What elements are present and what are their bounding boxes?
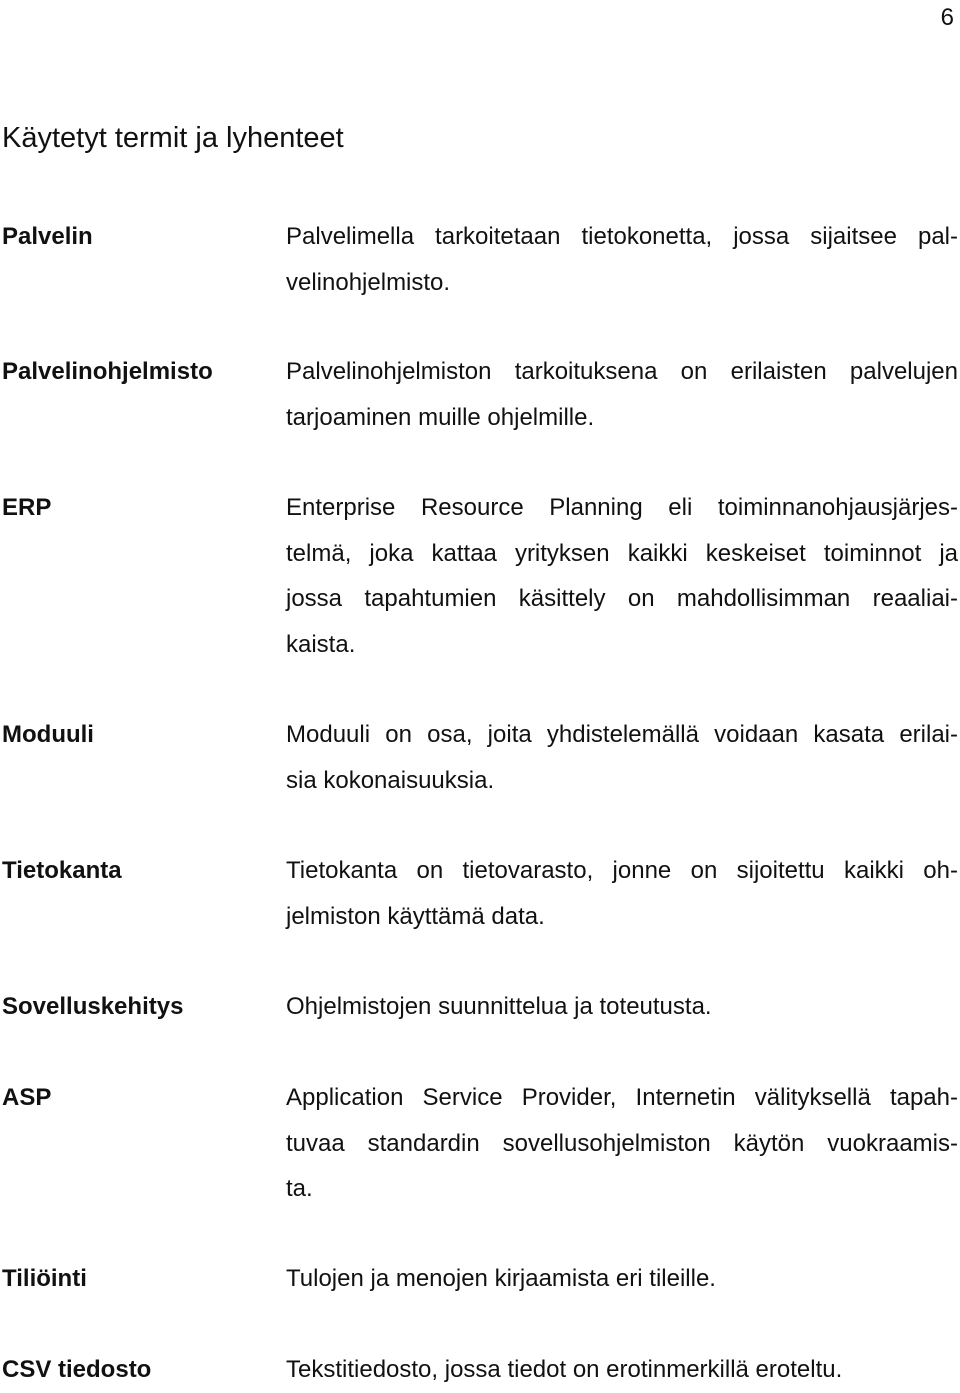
definition-line: jossa tapahtumien käsittely on mahdollisimman reaaliai- — [286, 585, 958, 612]
definition-line: Enterprise Resource Planning eli toiminnanohjausjärjes- — [286, 494, 958, 521]
definition-sovelluskehitys — [286, 984, 958, 1030]
term-csv-tiedosto: CSV tiedosto — [2, 1356, 152, 1383]
definition-palvelinohjelmisto — [286, 349, 958, 440]
term-palvelinohjelmisto: Palvelinohjelmisto — [2, 358, 213, 385]
definition-line: tarjoaminen muille ohjelmille. — [286, 403, 595, 431]
term-sovelluskehitys: Sovelluskehitys — [2, 993, 184, 1020]
term-asp: ASP — [2, 1084, 52, 1111]
page-number: 6 — [940, 4, 954, 31]
definition-line: Application Service Provider, Internetin välityksellä tapah- — [286, 1084, 958, 1111]
definition-line: tuvaa standardin sovellusohjelmiston käytön vuokraamis- — [286, 1129, 958, 1157]
term-moduuli: Moduuli — [2, 721, 94, 748]
definition-line: Ohjelmistojen suunnittelua ja toteutusta. — [286, 993, 712, 1020]
definition-line: Palvelimella tarkoitetaan tietokonetta, jossa sijaitsee pal- — [286, 223, 958, 250]
definition-line: Tietokanta on tietovarasto, jonne on sijoitettu kaikki oh- — [286, 857, 958, 884]
definition-line: ta. — [286, 1175, 313, 1202]
definition-erp — [286, 485, 958, 667]
term-erp: ERP — [2, 494, 52, 521]
page-title: Käytetyt termit ja lyhenteet — [2, 122, 344, 154]
definition-tietokanta — [286, 848, 958, 939]
definition-line: sia kokonaisuuksia. — [286, 766, 495, 794]
term-palvelin: Palvelin — [2, 223, 93, 250]
definition-line: kaista. — [286, 630, 356, 658]
definition-line: velinohjelmisto. — [286, 268, 451, 296]
definition-line: Tekstitiedosto, jossa tiedot on erotinmerkillä eroteltu. — [286, 1356, 843, 1383]
definition-moduuli — [286, 712, 958, 803]
definition-line: Palvelinohjelmiston tarkoituksena on erilaisten palvelujen — [286, 358, 958, 385]
term-tilioinnti: Tiliöinti — [2, 1265, 87, 1292]
definition-line: telmä, joka kattaa yrityksen kaikki keskeiset toiminnot ja — [286, 539, 958, 567]
definition-line: Tulojen ja menojen kirjaamista eri tileille. — [286, 1265, 716, 1292]
definition-asp — [286, 1075, 958, 1212]
term-tietokanta: Tietokanta — [2, 857, 122, 884]
definition-tilioinnti — [286, 1256, 958, 1302]
definition-line: jelmiston käyttämä data. — [286, 902, 545, 930]
definition-csv-tiedosto — [286, 1347, 958, 1393]
definition-palvelin — [286, 214, 958, 305]
definition-line: Moduuli on osa, joita yhdistelemällä voidaan kasata erilai- — [286, 721, 958, 748]
